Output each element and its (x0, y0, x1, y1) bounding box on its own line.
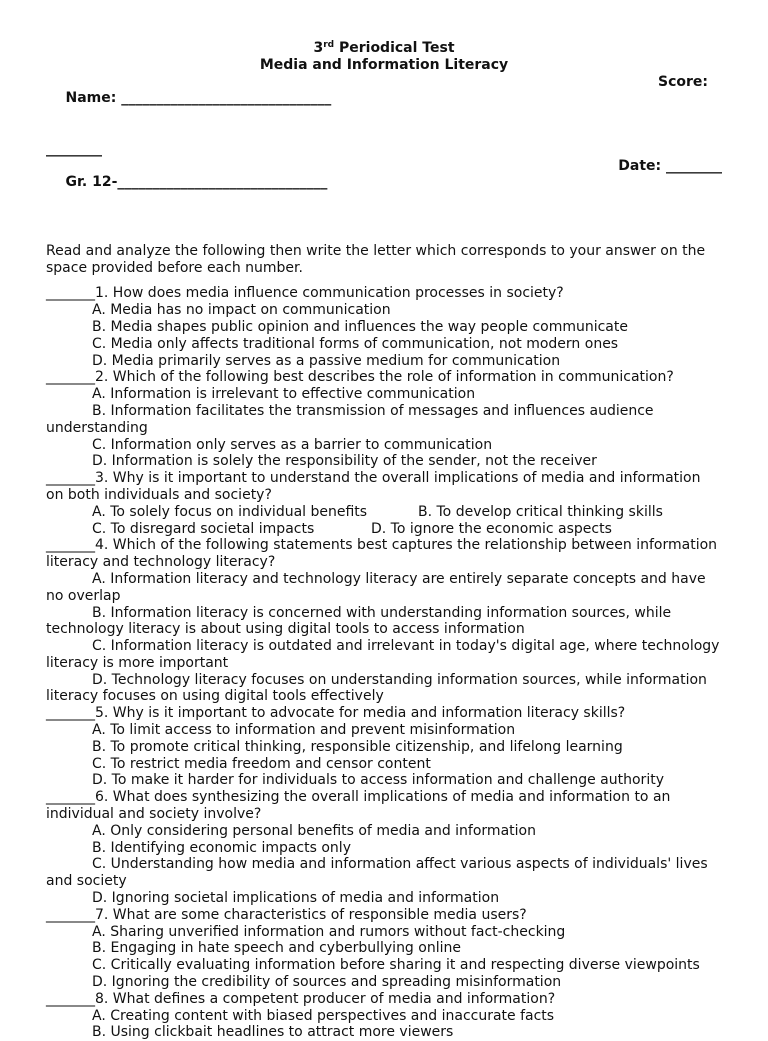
title-number: 3 (313, 40, 324, 56)
option-c: C. To disregard societal impacts (92, 520, 315, 537)
question-stem: _______2. Which of the following best describes the role of information in communication? (46, 369, 674, 386)
question-4 (46, 537, 722, 705)
question-stem: _______8. What defines a competent producer of media and information? (46, 990, 556, 1007)
name-score-row (46, 74, 722, 141)
grade-field[interactable]: Gr. 12-______________________________ (65, 174, 328, 191)
option-a: A. Creating content with biased perspectives and inaccurate facts (92, 1007, 555, 1024)
option-a: A. Sharing unverified information and rumors without fact-checking (92, 923, 566, 940)
option-a: A. Only considering personal benefits of media and information (92, 822, 536, 839)
option-c: C. Information only serves as a barrier to communication (92, 436, 493, 453)
question-stem: _______7. What are some characteristics of responsible media users? (46, 906, 527, 923)
option-b: B. Information literacy is concerned with understanding information sources, while technology literacy is about using digital tools to access information (46, 604, 672, 638)
question-1 (46, 285, 722, 369)
question-stem: _______4. Which of the following statements best captures the relationship between information literacy and technology literacy? (46, 537, 718, 571)
question-8 (46, 991, 722, 1041)
option-b: B. To develop critical thinking skills (418, 503, 663, 520)
option-d: D. To make it harder for individuals to access information and challenge authority (92, 772, 664, 789)
question-stem: _______3. Why is it important to understand the overall implications of media and information on both individuals and society? (46, 470, 701, 503)
question-5 (46, 705, 722, 789)
option-d: D. Media primarily serves as a passive medium for communication (92, 352, 561, 369)
name-field[interactable]: Name: ______________________________ (65, 90, 332, 107)
question-6 (46, 789, 722, 907)
option-b: B. Information facilitates the transmission of messages and influences audience understanding (46, 402, 654, 436)
option-c: C. To restrict media freedom and censor content (92, 755, 431, 772)
title-ordinal-suffix: rd (323, 40, 335, 50)
option-a: A. Information literacy and technology literacy are entirely separate concepts and have no overlap (46, 570, 706, 604)
question-stem: _______6. What does synthesizing the overall implications of media and information to an individual and society involve? (46, 789, 671, 823)
question-stem: _______5. Why is it important to advocate for media and information literacy skills? (46, 705, 626, 722)
option-b: B. To promote critical thinking, responsible citizenship, and lifelong learning (92, 738, 623, 755)
question-7 (46, 907, 722, 991)
test-subtitle: Media and Information Literacy (259, 56, 509, 73)
option-c: C. Understanding how media and information affect various aspects of individuals' lives and society (46, 856, 708, 890)
spacer (46, 276, 722, 285)
option-a: A. To limit access to information and prevent misinformation (92, 722, 516, 739)
options-row-ab (46, 504, 722, 521)
option-d: D. Technology literacy focuses on understanding information sources, while information literacy focuses on using digital tools effectively (46, 671, 707, 705)
option-d: D. Ignoring the credibility of sources and spreading misinformation (92, 974, 562, 991)
option-b: B. Using clickbait headlines to attract more viewers (92, 1024, 454, 1041)
grade-date-row (46, 158, 722, 225)
title-text: Periodical Test (334, 40, 455, 56)
option-b: B. Media shapes public opinion and influences the way people communicate (92, 318, 628, 335)
options-row-cd (46, 521, 722, 538)
option-a: A. Information is irrelevant to effective communication (92, 386, 476, 403)
question-3 (46, 470, 722, 537)
option-b: B. Identifying economic impacts only (92, 839, 351, 856)
option-c: C. Media only affects traditional forms of communication, not modern ones (92, 335, 619, 352)
option-d: D. Ignoring societal implications of media and information (92, 890, 500, 907)
question-2 (46, 369, 722, 470)
instructions: Read and analyze the following then write the letter which corresponds to your answer on the space provided before each number. (46, 242, 706, 276)
option-c: C. Critically evaluating information before sharing it and respecting diverse viewpoints (92, 957, 700, 974)
spacer (46, 225, 722, 243)
option-b: B. Engaging in hate speech and cyberbullying online (92, 940, 461, 957)
date-field[interactable]: Date: ________ (618, 157, 722, 174)
option-d: D. Information is solely the responsibility of the sender, not the receiver (92, 453, 597, 470)
score-field[interactable]: ________ (46, 140, 102, 157)
option-a: A. Media has no impact on communication (92, 302, 391, 319)
question-stem: _______1. How does media influence communication processes in society? (46, 285, 564, 302)
option-c: C. Information literacy is outdated and irrelevant in today's digital age, where technology literacy is more important (46, 638, 720, 671)
score-label: Score: (658, 73, 708, 90)
option-a: A. To solely focus on individual benefits (92, 503, 368, 520)
option-d: D. To ignore the economic aspects (371, 520, 612, 537)
test-title (46, 40, 722, 57)
